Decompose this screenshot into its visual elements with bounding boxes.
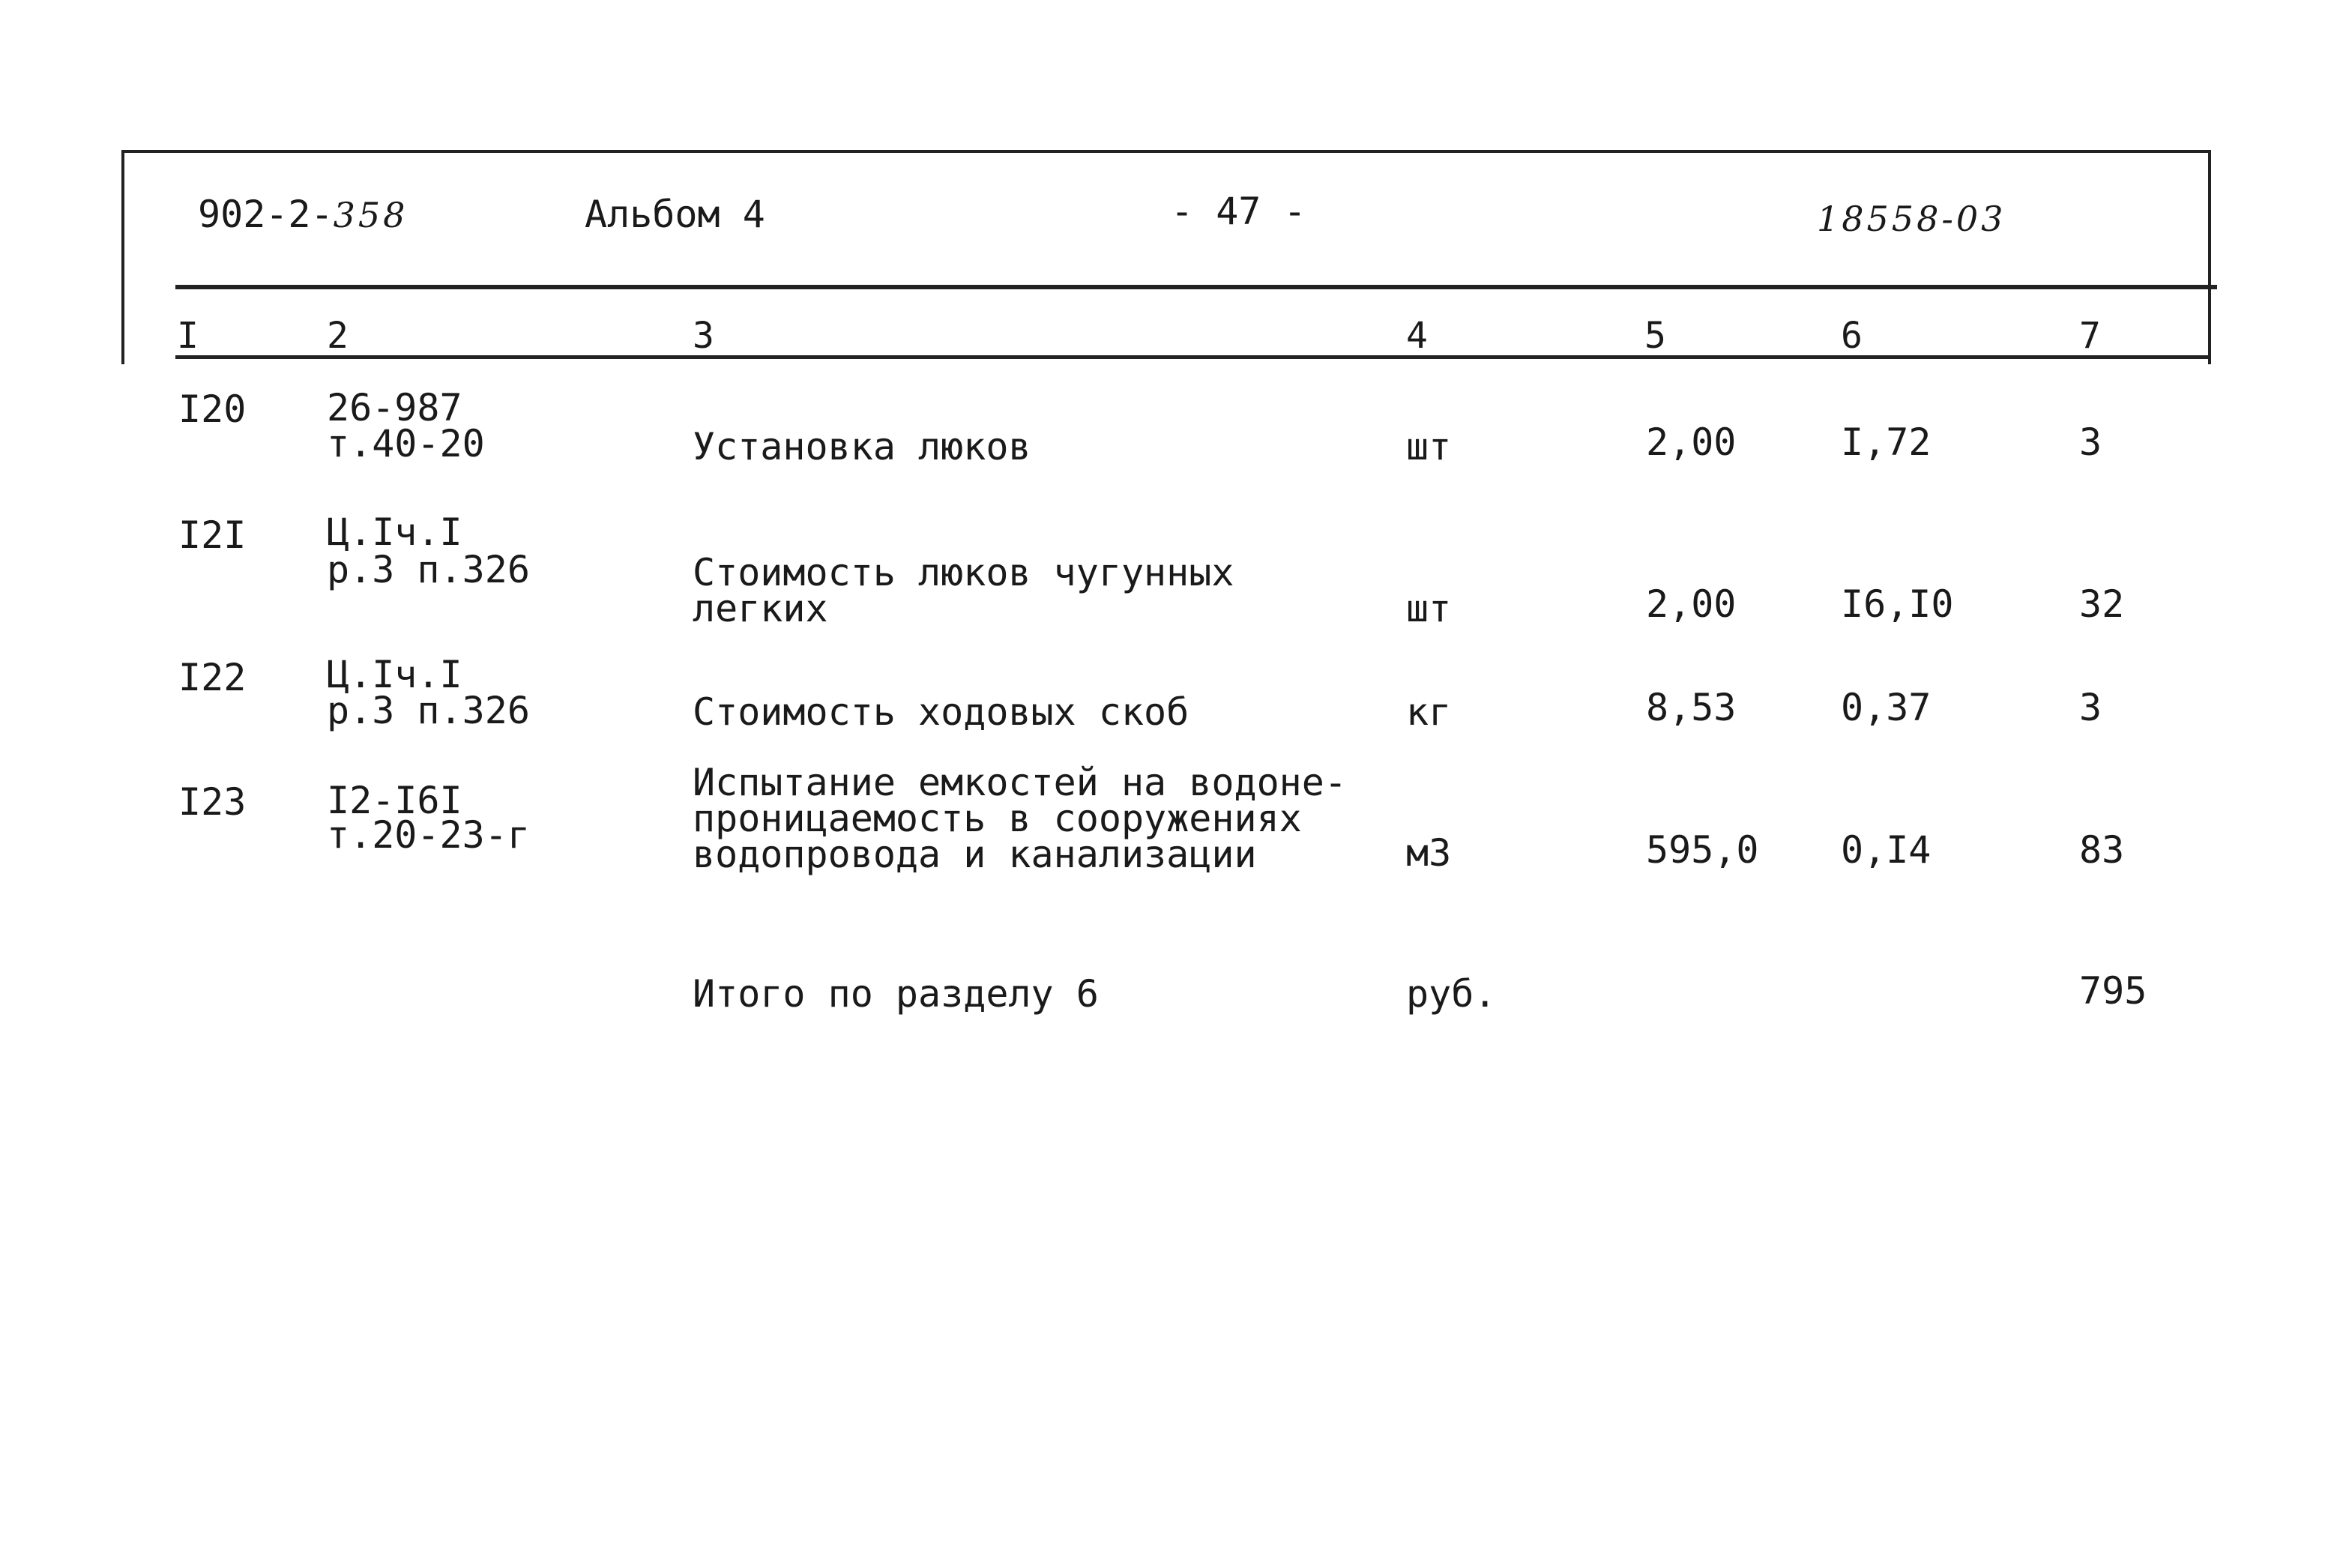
page-number: - 47 - [1171,190,1306,233]
row-description-line: водопровода и канализации [693,833,1257,876]
row-quantity: 2,00 [1646,420,1737,464]
doc-prefix: 902-2- [198,193,334,236]
row-reference-line: I2-I6I [327,779,462,822]
row-number: I2I [178,513,247,557]
section-total-label: Итого по разделу 6 [693,972,1099,1016]
row-number: I22 [178,656,247,699]
row-description-line: Стоимость люков чугунных [693,551,1234,594]
column-number-7: 7 [2079,315,2101,357]
row-quantity: 595,0 [1646,828,1759,872]
row-unit-price: I6,I0 [1841,582,1954,626]
doc-number: 358 [333,195,408,235]
row-unit-price: 0,I4 [1841,828,1932,872]
header-divider [175,285,2217,289]
row-unit: шт [1406,587,1452,630]
row-reference-line: 26-987 [327,386,462,429]
column-header-divider [175,355,2210,359]
row-total: 32 [2079,582,2125,626]
column-number-1: I [177,315,199,357]
header-frame-left [121,150,124,364]
column-number-3: 3 [693,315,714,357]
row-description-line: Испытание емкостей на водоне- [693,761,1347,804]
row-unit: м3 [1406,831,1452,875]
row-reference-line: т.20-23-г [327,813,530,857]
row-description-line: легких [693,587,828,630]
column-number-4: 4 [1406,315,1428,357]
row-reference-line: Ц.Iч.I [327,510,462,554]
row-description-line: Установка люков [693,425,1031,468]
album-label: Альбом 4 [585,193,765,236]
section-total-unit: руб. [1406,972,1497,1016]
row-reference-line: р.3 п.326 [327,689,530,732]
row-unit: кг [1406,690,1452,734]
section-total-value: 795 [2079,969,2147,1013]
row-quantity: 8,53 [1646,686,1737,729]
row-number: I23 [178,780,247,824]
row-reference-line: т.40-20 [327,422,485,465]
row-total: 83 [2079,828,2125,872]
row-description-line: Стоимость ходовых скоб [693,690,1189,734]
column-number-2: 2 [327,315,349,357]
row-unit-price: I,72 [1841,420,1932,464]
row-unit-price: 0,37 [1841,686,1932,729]
row-reference-line: р.3 п.326 [327,548,530,591]
row-reference-line: Ц.Iч.I [327,653,462,696]
row-unit: шт [1406,425,1452,468]
row-number: I20 [178,388,247,431]
document-code: 18558-03 [1817,199,2006,239]
header-frame-right [2208,150,2211,364]
column-number-5: 5 [1644,315,1666,357]
header-frame-top [121,150,2211,153]
row-quantity: 2,00 [1646,582,1737,626]
row-total: 3 [2079,420,2102,464]
row-total: 3 [2079,686,2102,729]
doc-designation [198,193,408,236]
column-number-6: 6 [1841,315,1863,357]
row-description-line: проницаемость в сооружениях [693,797,1302,840]
